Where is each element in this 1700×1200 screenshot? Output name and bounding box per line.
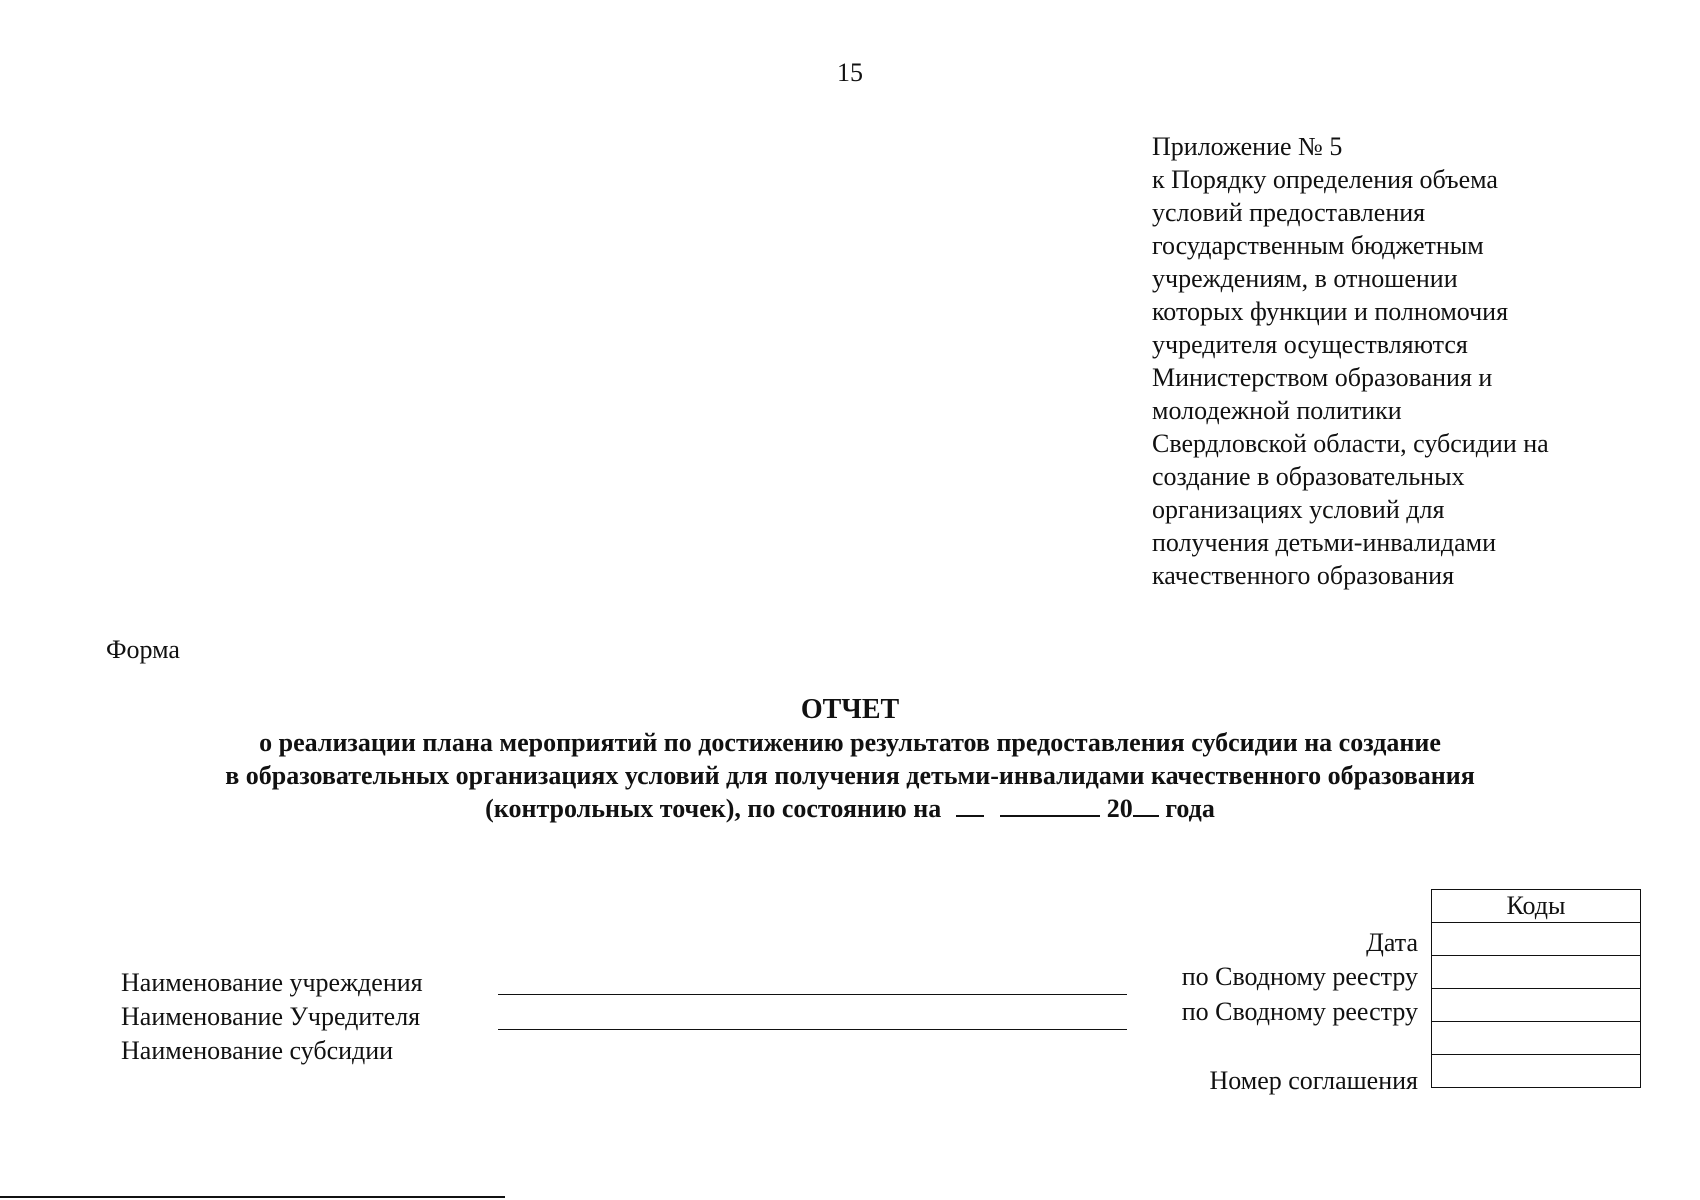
agreement-number-cell[interactable]: [1432, 1055, 1641, 1088]
appendix-line: условий предоставления: [1152, 198, 1426, 227]
subsidy-name-label: Наименование субсидии: [121, 1036, 394, 1065]
appendix-line: которых функции и полномочия: [1152, 297, 1509, 326]
institution-name-label: Наименование учреждения: [121, 968, 423, 997]
page-number: 15: [837, 58, 863, 87]
appendix-heading: [1152, 130, 1672, 592]
footer-divider: [0, 1196, 505, 1198]
appendix-line: Министерством образования и: [1152, 363, 1493, 392]
founder-name-label: Наименование Учредителя: [121, 1002, 421, 1031]
report-fields: [121, 966, 423, 1068]
institution-name-field[interactable]: [498, 994, 1127, 995]
registry-label-1: по Сводному реестру: [1181, 962, 1418, 991]
agreement-number-label: Номер соглашения: [1209, 1066, 1418, 1095]
report-date-prefix: (контрольных точек), по состоянию на: [485, 794, 942, 823]
report-subtitle: [0, 726, 1700, 825]
subsidy-code-cell[interactable]: [1432, 1022, 1641, 1055]
registry-code-cell-2[interactable]: [1432, 989, 1641, 1022]
report-title: ОТЧЕТ: [800, 694, 900, 725]
report-subtitle-line: [0, 792, 1700, 825]
date-code-cell[interactable]: [1432, 923, 1641, 956]
registry-code-cell-1[interactable]: [1432, 956, 1641, 989]
codes-header: Коды: [1432, 890, 1641, 923]
day-blank[interactable]: [956, 793, 984, 817]
report-date-suffix: года: [1165, 794, 1215, 823]
month-blank[interactable]: [1000, 793, 1100, 817]
appendix-line: создание в образовательных: [1152, 462, 1465, 491]
appendix-line: молодежной политики: [1152, 396, 1402, 425]
registry-label-2: по Сводному реестру: [1181, 997, 1418, 1026]
appendix-line: организациях условий для: [1152, 495, 1445, 524]
report-subtitle-line: о реализации плана мероприятий по достижению результатов предоставления субсидии на создание: [259, 728, 1441, 757]
appendix-line: Свердловской области, субсидии на: [1152, 429, 1549, 458]
report-subtitle-line: в образовательных организациях условий для получения детьми-инвалидами качественного образования: [225, 761, 1475, 790]
form-label: Форма: [106, 635, 180, 664]
appendix-line: государственным бюджетным: [1152, 231, 1484, 260]
appendix-line: к Порядку определения объема: [1152, 165, 1498, 194]
year-blank[interactable]: [1133, 793, 1159, 817]
appendix-line: учреждениям, в отношении: [1152, 264, 1458, 293]
date-label: Дата: [1366, 928, 1418, 957]
appendix-line: качественного образования: [1152, 561, 1455, 590]
appendix-line: получения детьми-инвалидами: [1152, 528, 1497, 557]
appendix-line: Приложение № 5: [1152, 132, 1343, 161]
appendix-line: учредителя осуществляются: [1152, 330, 1468, 359]
year-prefix: 20: [1106, 794, 1133, 823]
founder-name-field[interactable]: [498, 1029, 1127, 1030]
codes-table: [1431, 889, 1641, 1088]
